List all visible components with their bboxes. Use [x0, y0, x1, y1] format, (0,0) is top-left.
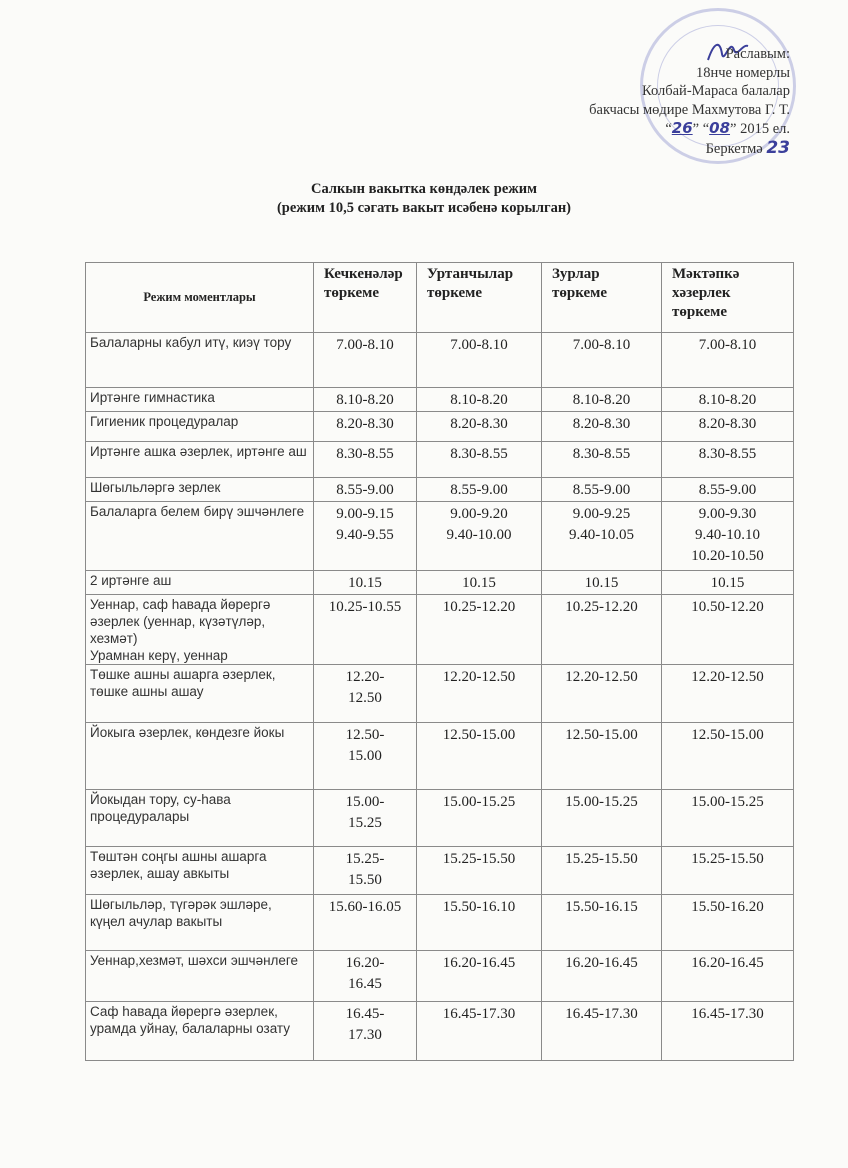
regime-moment-cell	[86, 388, 314, 412]
time-value: 9.00-9.15	[336, 506, 394, 522]
time-cell	[542, 442, 662, 478]
time-value: 9.00-9.25	[572, 506, 631, 522]
time-value: 12.20-12.50	[565, 669, 638, 685]
header-middle-group: Уртанчылар төркеме	[417, 263, 542, 333]
regime-moment-cell	[86, 412, 314, 442]
time-cell	[417, 442, 542, 478]
regime-moment-text: Иртәнге гимнастика	[90, 390, 215, 405]
time-cell	[314, 333, 417, 388]
time-cell	[542, 723, 662, 790]
time-value: 16.45	[348, 976, 382, 992]
time-value: 15.50-16.15	[565, 899, 638, 915]
time-value: 12.50-15.00	[691, 727, 764, 743]
time-cell	[662, 442, 794, 478]
regime-moment-cell	[86, 895, 314, 951]
time-value: 8.20-8.30	[698, 416, 757, 432]
time-value: 12.20-12.50	[442, 669, 516, 685]
regime-moment-cell	[86, 847, 314, 895]
time-cell	[314, 478, 417, 502]
time-value: 9.40-10.00	[446, 527, 512, 543]
time-value: 8.55-9.00	[336, 482, 394, 498]
time-cell	[542, 478, 662, 502]
time-value: 9.40-10.10	[695, 527, 760, 543]
time-value: 10.15	[584, 575, 619, 591]
time-cell	[662, 790, 794, 847]
time-value: 15.50-16.10	[442, 899, 516, 915]
time-cell	[542, 502, 662, 571]
regime-moment-text: Шөгыльләргә зерлек	[90, 480, 221, 495]
table-row	[86, 951, 794, 1002]
table-row	[86, 388, 794, 412]
approval-order-label: Беркетмә	[705, 140, 763, 157]
time-value: 12.50-15.00	[442, 727, 516, 743]
title-line-1: Салкын вакытка көндәлек режим	[310, 181, 538, 197]
regime-moment-text: Йокыга әзерлек, көндезге йокы	[90, 725, 285, 740]
time-cell	[417, 502, 542, 571]
time-value: 15.00	[348, 748, 382, 764]
time-cell	[417, 333, 542, 388]
time-cell	[662, 333, 794, 388]
header-preschool-group: Мәктәпкә хәзерлек төркеме	[662, 263, 794, 333]
time-value: 8.55-9.00	[698, 482, 757, 498]
time-value: 16.45-	[345, 1006, 385, 1022]
time-value: 10.25-12.20	[565, 599, 638, 615]
table-header-row	[86, 263, 794, 333]
regime-moment-cell	[86, 951, 314, 1002]
time-value: 15.25-15.50	[565, 851, 638, 867]
time-value: 10.25-10.55	[328, 599, 402, 615]
approval-block	[530, 45, 790, 158]
time-cell	[314, 442, 417, 478]
time-value: 8.20-8.30	[572, 416, 631, 432]
table-row	[86, 442, 794, 478]
time-cell	[417, 951, 542, 1002]
time-cell	[542, 665, 662, 723]
regime-moment-text: Саф һавада йөрергә әзерлек, урамда уйнау, балаларны озату	[90, 1004, 290, 1036]
time-value: 8.10-8.20	[698, 392, 757, 408]
regime-moment-text-extra: Урамнан керү, уеннар	[90, 648, 228, 663]
time-cell	[314, 895, 417, 951]
time-value: 9.40-9.55	[336, 527, 394, 543]
time-cell	[314, 502, 417, 571]
time-value: 8.30-8.55	[698, 446, 757, 462]
time-value: 15.25	[348, 815, 382, 831]
time-cell	[417, 1002, 542, 1061]
time-cell	[417, 571, 542, 595]
time-cell	[662, 571, 794, 595]
time-value: 8.10-8.20	[572, 392, 631, 408]
time-value: 9.00-9.30	[698, 506, 757, 522]
time-cell	[662, 595, 794, 665]
table-row	[86, 333, 794, 388]
time-value: 16.20-16.45	[691, 955, 764, 971]
time-cell	[662, 847, 794, 895]
approval-date-year: 2015 ел.	[740, 121, 790, 137]
time-value: 8.55-9.00	[450, 482, 508, 498]
time-value: 15.60-16.05	[328, 899, 402, 915]
time-cell	[314, 571, 417, 595]
table-row	[86, 571, 794, 595]
time-cell	[662, 665, 794, 723]
time-cell	[662, 895, 794, 951]
time-value: 7.00-8.10	[572, 337, 631, 353]
time-value: 16.20-16.45	[565, 955, 638, 971]
time-cell	[417, 723, 542, 790]
table-row	[86, 502, 794, 571]
time-value: 10.15	[710, 575, 745, 591]
time-value: 7.00-8.10	[450, 337, 508, 353]
time-cell	[314, 847, 417, 895]
time-cell	[662, 412, 794, 442]
time-value: 16.20-	[345, 955, 385, 971]
time-value: 10.20-10.50	[691, 548, 764, 564]
time-cell	[542, 1002, 662, 1061]
time-value: 15.00-15.25	[691, 794, 764, 810]
time-value: 12.50	[348, 690, 382, 706]
time-value: 16.45-17.30	[691, 1006, 764, 1022]
title-line-2: (режим 10,5 сәгать вакыт исәбенә корылган)	[276, 200, 572, 216]
time-cell	[542, 895, 662, 951]
table-row	[86, 847, 794, 895]
time-cell	[662, 478, 794, 502]
time-cell	[542, 595, 662, 665]
time-cell	[542, 847, 662, 895]
approval-order-number: 23	[766, 137, 790, 158]
regime-moment-text: Йокыдан тору, су-һава процедуралары	[90, 792, 231, 824]
time-value: 12.20-12.50	[691, 669, 764, 685]
approval-kindergarten-number: 18нче номерлы	[696, 64, 790, 81]
regime-moment-text: Төштән соңгы ашны ашарга әзерлек, ашау авкыты	[90, 849, 267, 881]
time-value: 8.30-8.55	[572, 446, 631, 462]
time-value: 8.10-8.20	[450, 392, 508, 408]
regime-moment-cell	[86, 790, 314, 847]
regime-moment-text: Иртәнге ашка әзерлек, иртәнге аш	[90, 444, 307, 459]
regime-moment-cell	[86, 665, 314, 723]
table-row	[86, 723, 794, 790]
table-row	[86, 895, 794, 951]
time-cell	[542, 333, 662, 388]
approval-director: бакчасы мөдире Махмутова Г. Т.	[589, 101, 790, 118]
regime-moment-text: Балаларны кабул итү, киэү тору	[90, 335, 292, 350]
time-value: 15.00-15.25	[442, 794, 516, 810]
table-row	[86, 665, 794, 723]
time-cell	[417, 847, 542, 895]
time-value: 12.50-	[345, 727, 385, 743]
time-value: 15.00-15.25	[565, 794, 638, 810]
time-cell	[314, 951, 417, 1002]
time-value: 12.20-	[345, 669, 385, 685]
regime-moment-cell	[86, 442, 314, 478]
time-value: 8.30-8.55	[336, 446, 394, 462]
time-value: 7.00-8.10	[336, 337, 394, 353]
regime-moment-text: Уеннар, саф һавада йөрергә әзерлек (уеннар, күзәтүләр, хезмәт)	[90, 597, 271, 646]
header-youngest-group: Кечкенәләр төркеме	[314, 263, 417, 333]
time-value: 8.10-8.20	[336, 392, 394, 408]
regime-moment-cell	[86, 571, 314, 595]
time-value: 15.25-15.50	[691, 851, 764, 867]
time-value: 16.20-16.45	[442, 955, 516, 971]
time-value: 10.15	[348, 575, 382, 591]
time-cell	[314, 412, 417, 442]
regime-moment-text: Төшке ашны ашарга әзерлек, төшке ашны ашау	[90, 667, 276, 699]
time-value: 15.00-	[345, 794, 385, 810]
table-row	[86, 1002, 794, 1061]
document-title	[0, 180, 848, 218]
table-row	[86, 478, 794, 502]
time-cell	[314, 665, 417, 723]
regime-moment-text: Балаларга белем бирү эшчәнлеге	[90, 504, 305, 519]
time-value: 7.00-8.10	[698, 337, 757, 353]
time-cell	[542, 951, 662, 1002]
time-cell	[314, 388, 417, 412]
time-cell	[662, 723, 794, 790]
header-regime-moments: Режим моментлары	[86, 263, 314, 333]
regime-moment-text: Уеннар,хезмәт, шәхси эшчәнлеге	[90, 953, 299, 968]
time-cell	[542, 790, 662, 847]
time-cell	[417, 478, 542, 502]
header-senior-group: Зурлар төркеме	[542, 263, 662, 333]
time-cell	[417, 388, 542, 412]
approval-heading: Раславым:	[725, 46, 790, 62]
regime-moment-cell	[86, 502, 314, 571]
approval-date-day: 26	[671, 119, 693, 137]
time-value: 8.20-8.30	[336, 416, 394, 432]
regime-moment-text: Шөгыльләр, түгәрәк эшләре, күңел ачулар вакыты	[90, 897, 272, 929]
time-value: 10.25-12.20	[442, 599, 516, 615]
time-value: 12.50-15.00	[565, 727, 638, 743]
time-value: 16.45-17.30	[565, 1006, 638, 1022]
time-cell	[314, 1002, 417, 1061]
time-value: 15.25-15.50	[442, 851, 516, 867]
regime-moment-cell	[86, 478, 314, 502]
regime-moment-cell	[86, 1002, 314, 1061]
time-value: 8.55-9.00	[572, 482, 631, 498]
regime-moment-text: Гигиеник процедуралар	[90, 414, 239, 429]
time-value: 15.25-	[345, 851, 385, 867]
time-cell	[662, 1002, 794, 1061]
time-cell	[417, 595, 542, 665]
approval-order	[530, 139, 790, 159]
time-cell	[314, 723, 417, 790]
table-row	[86, 595, 794, 665]
regime-moment-cell	[86, 333, 314, 388]
time-cell	[542, 412, 662, 442]
regime-moment-cell	[86, 595, 314, 665]
time-value: 17.30	[348, 1027, 382, 1043]
time-cell	[314, 595, 417, 665]
regime-moment-text: 2 иртәнге аш	[90, 573, 172, 588]
time-cell	[662, 951, 794, 1002]
approval-date-month: 08	[709, 119, 731, 137]
time-cell	[662, 388, 794, 412]
time-value: 15.50-16.20	[691, 899, 764, 915]
time-cell	[417, 790, 542, 847]
regime-moment-cell	[86, 723, 314, 790]
approval-date: “26” “08” 2015 ел.	[665, 119, 790, 137]
time-value: 9.40-10.05	[569, 527, 634, 543]
table-row	[86, 790, 794, 847]
time-value: 9.00-9.20	[450, 506, 508, 522]
time-cell	[542, 571, 662, 595]
schedule-table	[85, 262, 794, 1061]
time-cell	[417, 665, 542, 723]
approval-kindergarten-name: Колбай-Мараса балалар	[642, 83, 790, 99]
time-cell	[417, 895, 542, 951]
time-cell	[662, 502, 794, 571]
time-cell	[314, 790, 417, 847]
time-value: 16.45-17.30	[442, 1006, 516, 1022]
time-value: 8.20-8.30	[450, 416, 508, 432]
time-value: 15.50	[348, 872, 382, 888]
time-value: 10.15	[462, 575, 496, 591]
time-cell	[417, 412, 542, 442]
time-value: 8.30-8.55	[450, 446, 508, 462]
time-value: 10.50-12.20	[691, 599, 764, 615]
table-row	[86, 412, 794, 442]
time-cell	[542, 388, 662, 412]
